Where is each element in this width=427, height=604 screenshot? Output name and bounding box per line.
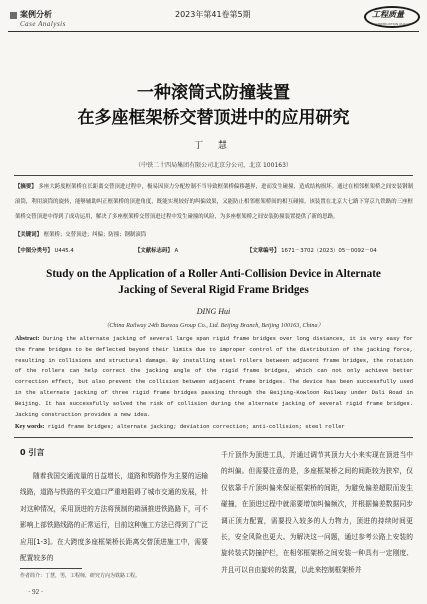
article-id (247, 246, 377, 254)
title-cn-line1: 一种滚筒式防撞装置 (137, 83, 290, 103)
author-cn: 丁 慧 (194, 141, 233, 151)
section-title-cn: 案例分析 (20, 10, 52, 19)
keywords-en (15, 423, 413, 430)
logo-text: 工程质量 (372, 10, 404, 19)
classification-row (15, 246, 413, 256)
keywords-en-text: rigid frame bridges; alternate jacking; deviation correction; anti-collision; steel roller (47, 423, 345, 430)
intro-left-column: 随着我国交通流量的日益增长，道路和铁路作为主要的运输线路，道路与铁路的平交道口严重地阻碍了城市交通的发展，针对这种情况，采用顶进的方法将预制的箱涵推进铁路路下，可不影响上部铁路线路的正常运行，目前这种施工方法已得到了广泛应用[1-3]。在大跨度多座框架桥长距离交替顶进施工中，需要配置较多的 (20, 472, 208, 563)
page-number: · 92 · (28, 588, 44, 596)
abstract-top-divider (14, 175, 413, 176)
title-en-line1: Study on the Application of a Roller Anti-Collision Device in Alternate (46, 268, 381, 280)
abstract-cn (15, 180, 413, 225)
author-footnote: 作者简介：丁慧，男，工程师，研究方向为铁路工程。 (20, 573, 141, 579)
abstract-en (15, 334, 413, 420)
title-cn-line2: 在多座框架桥交替顶进中的应用研究 (77, 108, 350, 128)
section-heading-intro: 0 引言 (20, 448, 45, 457)
doc-value: A (174, 248, 179, 254)
abstract-bottom-divider (14, 437, 413, 438)
document-code (135, 246, 178, 254)
section-title-en: Case Analysis (20, 20, 66, 28)
abstract-en-label: Abstract: (15, 336, 40, 342)
logo-subtext: CONSTRUCTION QUALITY (374, 22, 412, 26)
issue-info: 2023年第41卷第5期 (175, 10, 251, 19)
id-label: 【文章编号】 (247, 248, 280, 254)
doc-label: 【文献标志码】 (135, 248, 173, 254)
header-divider (8, 31, 419, 32)
keywords-cn (15, 230, 413, 238)
id-value: 1671－3702（2023）05－0092－04 (281, 248, 377, 254)
journal-logo (364, 4, 418, 28)
abstract-cn-text: 多座大跨度框架桥在长距离交替顶进过程中，极易因顶力分配控制不当导致框架桥偏移越界，进而发生碰撞，造成结构损坏。通过在相邻框架桥之间安装钢制滚筒，利用滚筒的旋转，能够辅助纠正框架桥的顶进角度，既能实现较好的纠偏效果，又能防止相邻框架桥间的相互碰撞。该装置在北京大七路下穿京九铁路的三座框架桥交替顶进中得到了成功运用，解决了多座框架桥交替顶进过程中发生碰撞的风险，为多座框架桥之间安装防撞装置提供了新的思路。 (15, 184, 413, 220)
clc-label: 【中图分类号】 (15, 248, 53, 254)
abstract-en-text: During the alternate jacking of several large span rigid frame bridges over long distances, it is very easy for the frame bridges to be deflected beyond their limits due to improper control of the distribution of the jacking force, resulting in collisions and structural damage. By installing steel rollers between adjacent frame bridges, the rotation of the rollers can help correct the jacking angle of the rigid frame bridges, which can not only achieve better correction effect, but also prevent the collision between adjacent frame bridges. The device has been successfully used in the alternate jacking of three rigid frame bridges passing through the Beijing-Kowloon Railway under Dali Road in Beijing. It has successfully solved the risk of collision during the alternate jacking of several rigid frame bridges. Jacking construction provides a new idea. (15, 335, 413, 418)
intro-right-column: 千斤顶作为顶进工具，并通过调节其顶力大小来实现在顶进当中的纠偏。但需要注意的是，多座框架桥之间的间距较为狭窄，仅仅依靠千斤顶纠偏来保证框架桥的间距，为避免偏差超限而发生碰撞，在顶进过程中就需要增加纠偏频次，并根据偏差数据同步调正顶力配置，需要投入较多的人力物力，顶进的持续时间更长，安全风险也更大。为解决这一问题，通过参考公路上安装的旋转装式防撞护栏，在相邻框架桥之间安装一种具有一定刚度、并且可以自由旋转的装置，以此来控制框架桥并 (221, 451, 413, 574)
section-marker (10, 12, 17, 19)
keywords-en-label: Key words: (15, 424, 45, 430)
keywords-cn-text: 框架桥；交替顶进；纠偏；防撞；钢制滚筒 (43, 232, 147, 238)
affiliation-cn: （中铁二十四局集团有限公司北京分公司，北京 100163） (135, 162, 292, 169)
clc-value: U445.4 (54, 248, 74, 254)
affiliation-en: （China Railway 24th Bureau Group Co., Ltd. Beijing Branch, Beijing 100163, China） (103, 322, 324, 329)
title-en-line2: Jacking of Several Rigid Frame Bridges (118, 284, 309, 296)
clc-code (15, 246, 74, 254)
abstract-cn-label: 【摘要】 (15, 184, 37, 190)
page-header (0, 0, 427, 44)
keywords-cn-label: 【关键词】 (15, 232, 42, 238)
footnote-divider (20, 568, 82, 569)
author-en: DING Hui (196, 307, 231, 316)
